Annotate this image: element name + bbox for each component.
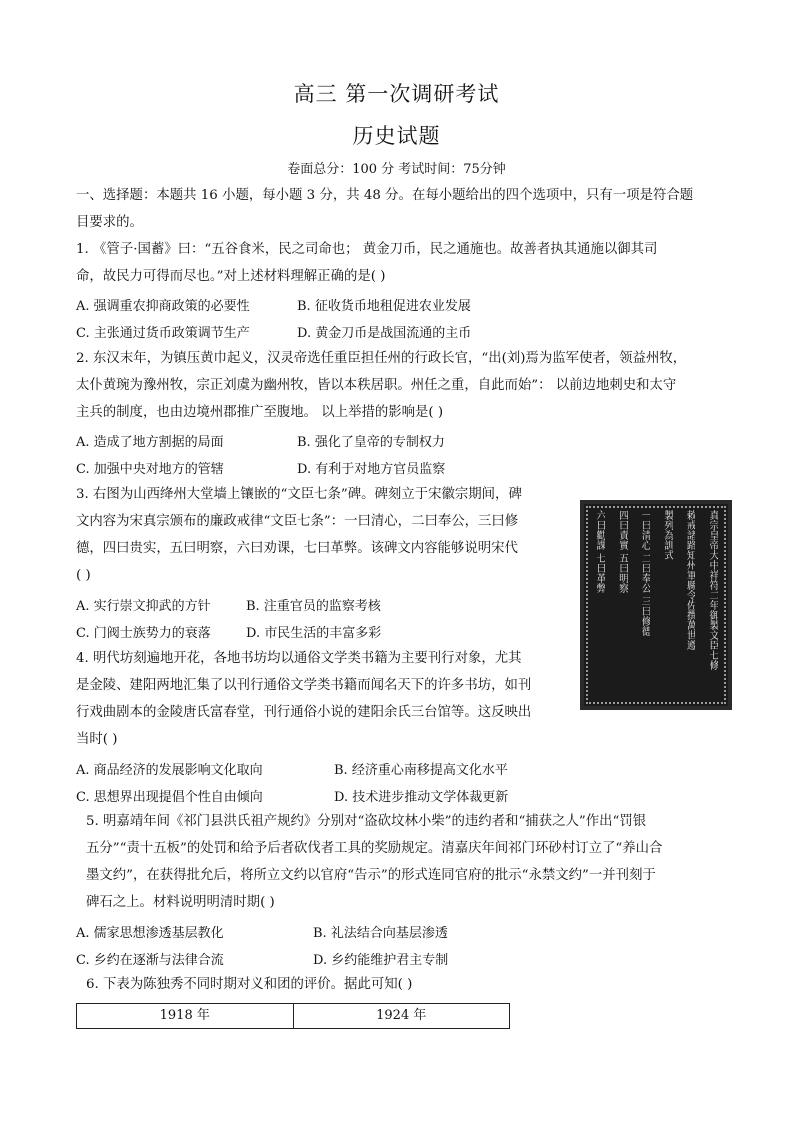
question-3-option-a: A. 实行崇文抑武的方针	[76, 599, 211, 614]
question-3-text: ( )	[76, 568, 91, 583]
question-4-option-a: A. 商品经济的发展影响文化取向	[76, 763, 263, 778]
question-2-text: 太仆黄琬为豫州牧，宗正刘虞为幽州牧，皆以本秩居职。州任之重，自此而始”： 以前边地刺史和太守	[76, 378, 677, 393]
question-5-option-a: A. 儒家思想渗透基层教化	[76, 926, 224, 941]
question-4-option-d: D. 技术进步推动文学体裁更新	[334, 790, 509, 805]
stele-column: 六曰勸課 七曰革弊	[594, 510, 605, 594]
question-2-option-d: D. 有利于对地方官员监察	[297, 462, 446, 477]
stele-column: 四曰責實 五曰明察	[616, 510, 628, 594]
question-3-option-d: D. 市民生活的丰富多彩	[246, 626, 382, 641]
subject-title: 历史试题	[352, 124, 441, 148]
section-instructions: 目要求的。	[76, 215, 143, 230]
question-2-option-b: B. 强化了皇帝的专制权力	[297, 435, 445, 450]
stele-column: 製列為訓式	[661, 510, 673, 560]
question-1-option-b: B. 征收货币地租促进农业发展	[297, 299, 471, 314]
question-3-text: 3. 右图为山西绛州大堂墙上镶嵌的“文臣七条”碑。碑刻立于宋徽宗期间，碑	[76, 487, 522, 502]
question-4-option-b: B. 经济重心南移提高文化水平	[334, 763, 508, 778]
question-4-text: 行戏曲剧本的金陵唐氏富春堂，刊行通俗小说的建阳余氏三台馆等。这反映出	[76, 705, 532, 720]
question-5-text: 墨文约”，在获得批允后，将所立文约以官府“告示”的形式连同官府的批示“永禁文约”一并刊刻于	[86, 868, 656, 883]
question-3-option-b: B. 注重官员的监察考核	[246, 599, 381, 614]
question-5-option-c: C. 乡约在逐渐与法律合流	[76, 953, 224, 968]
question-1-text: 1. 《管子·国蓄》曰：“五谷食米，民之司命也； 黄金刀币，民之通施也。故善者执其通施以御其司	[76, 242, 658, 257]
question-6-text: 6. 下表为陈独秀不同时期对义和团的评价。据此可知( )	[86, 977, 413, 992]
question-2-text: 主兵的制度，也由边境州郡推广至腹地。 以上举措的影响是( )	[76, 405, 444, 420]
question-3-text: 德，四曰贵实，五曰明察，六曰劝课，七曰革弊。该碑文内容能够说明宋代	[76, 541, 518, 556]
question-1-option-a: A. 强调重农抑商政策的必要性	[76, 299, 250, 314]
exam-meta: 卷面总分：100 分 考试时间：75分钟	[287, 162, 506, 177]
question-5-text: 5. 明嘉靖年间《祁门县洪氏祖产规约》分别对“盗砍坟林小柴”的违约者和“捕获之人”作出“罚银	[86, 814, 647, 829]
table-row	[77, 1004, 510, 1029]
question-5-option-d: D. 乡约能维护君主专制	[313, 953, 449, 968]
question-2-option-a: A. 造成了地方割据的局面	[76, 435, 224, 450]
question-1-option-d: D. 黄金刀币是战国流通的主币	[297, 326, 472, 341]
question-4-option-c: C. 思想界出现提倡个性自由倾向	[76, 790, 263, 805]
question-3-text: 文内容为宋真宗颁布的廉政戒律“文臣七条”：一曰清心，二曰奉公，三曰修	[76, 514, 519, 529]
question-5-text: 碑石之上。材料说明明清时期( )	[86, 895, 275, 910]
question-2-text: 2. 东汉末年，为镇压黄巾起义，汉灵帝选任重臣担任州的行政长官，“出(刘)焉为监军使者，领益州牧，	[76, 351, 687, 366]
question-1-text: 命，故民力可得而尽也。”对上述材料理解正确的是( )	[76, 269, 386, 284]
stele-inscription	[594, 510, 718, 700]
stele-column: 一曰清心 二曰奉公 三曰修德	[639, 510, 651, 637]
question-4-text: 是金陵、建阳两地汇集了以刊行通俗文学类书籍而闻名天下的许多书坊，如刊	[76, 678, 532, 693]
question-3-option-c: C. 门阀士族势力的衰落	[76, 626, 211, 641]
stele-column: 真宗皇帝大中祥符二年御製文臣七條	[706, 510, 718, 670]
table-header-cell: 1918 年	[77, 1004, 294, 1029]
exam-title: 高三 第一次调研考试	[293, 82, 500, 106]
question-4-text: 4. 明代坊刻遍地开花，各地书坊均以通俗文学类书籍为主要刊行对象，尤其	[76, 651, 522, 666]
section-instructions: 一、选择题：本题共 16 小题，每小题 3 分，共 48 分。在每小题给出的四个选项中，只有一项是符合题	[76, 188, 694, 203]
question-5-text: 五分”“责十五板”的处罚和给予后者砍伐者工具的奖励规定。清嘉庆年间祁门环砂村订立了“养山合	[86, 841, 663, 856]
question-6-table	[76, 1003, 510, 1029]
question-5-option-b: B. 礼法结合向基层渗透	[313, 926, 448, 941]
question-1-option-c: C. 主张通过货币政策调节生产	[76, 326, 250, 341]
stele-photo	[580, 500, 732, 710]
table-header-cell: 1924 年	[293, 1004, 510, 1029]
question-4-text: 当时( )	[76, 732, 118, 747]
stele-column: 敕戒諸路知州軍縣令佐撰萬世遵	[684, 510, 696, 650]
question-2-option-c: C. 加强中央对地方的管辖	[76, 462, 224, 477]
